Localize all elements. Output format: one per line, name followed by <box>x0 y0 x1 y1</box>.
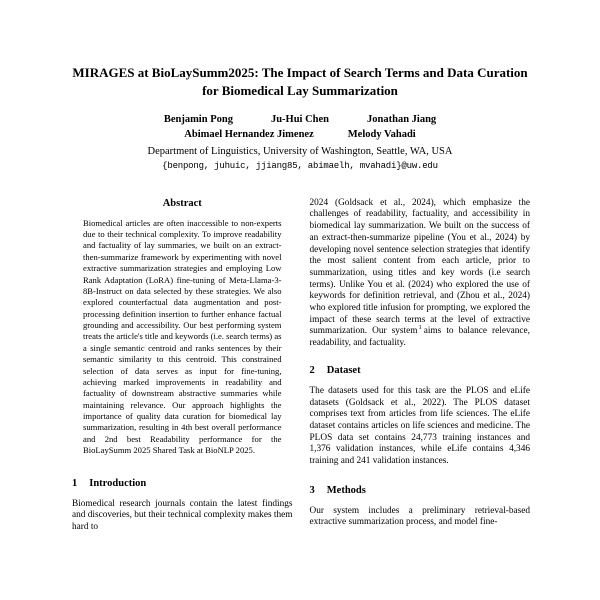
right-column <box>310 198 531 538</box>
author-name: Melody Vahadi <box>347 129 416 141</box>
author-row <box>0 127 600 142</box>
footnote-marker: 1 <box>418 324 422 332</box>
paper-title: MIRAGES at BioLaySumm2025: The Impact of Search Terms and Data Curation for Biomedical Lay Summarization <box>72 65 528 98</box>
section-title: Introduction <box>89 477 147 489</box>
paragraph-text: aims to balance relevance, readability, and factuality. <box>309 326 530 349</box>
section-heading-methods <box>310 485 531 496</box>
author-name: Ju-Hui Chen <box>270 114 330 126</box>
section-number: 3 <box>309 484 315 496</box>
section-title: Methods <box>326 484 366 496</box>
author-list <box>0 112 600 142</box>
affiliation: Department of Linguistics, University of Washington, Seattle, WA, USA <box>147 145 453 157</box>
abstract-heading: Abstract <box>162 197 202 209</box>
paragraph-text: 2024 (Goldsack et al., 2024), which emphasize the challenges of readability, factuality, and accessibility in biomedical lay summarization. We built on the success of an extract-then-summarize pipeline (You et al., 2024) by developing novel sentence selection strategies that identify the most salient content from each article, prior to summarization, using titles and key words (i.e search terms). Unlike You et al. (2024) who explored the use of keywords for definition retrieval, and (Zhou et al., 2024) who explored title infusion for prompting, we explored the impact of these search terms at the level of extractive summarization. Our system <box>309 197 530 337</box>
two-column-body <box>72 198 530 538</box>
dataset-paragraph: The datasets used for this task are the PLOS and eLife datasets (Goldsack et al., 2022). The PLOS dataset comprises text from articles from life sciences. The eLife dataset contains articles on life sciences and medicine. The PLOS data set contains 24,773 training instances and 1,376 validation instances, while eLife contains 4,346 training and 241 validation instances. <box>309 385 530 467</box>
author-name: Abimael Hernandez Jimenez <box>184 129 314 141</box>
author-row <box>0 112 600 127</box>
section-title: Dataset <box>326 364 361 376</box>
author-name: Benjamin Pong <box>163 114 233 126</box>
author-emails: {benpong, juhuic, jjiang85, abimaelh, mvahadi}@uw.edu <box>162 160 438 171</box>
section-number: 1 <box>72 477 78 489</box>
section-number: 2 <box>309 364 315 376</box>
author-name: Jonathan Jiang <box>367 114 437 126</box>
left-column <box>72 198 293 538</box>
continuation-paragraph <box>310 198 531 350</box>
section-heading-dataset <box>310 365 531 376</box>
introduction-paragraph: Biomedical research journals contain the latest findings and discoveries, but their technical complexity makes them hard to <box>72 498 293 532</box>
methods-paragraph: Our system includes a preliminary retrieval-based extractive summarization process, and model fine- <box>309 505 530 528</box>
abstract-text: Biomedical articles are often inaccessible to non-experts due to their technical complexity. To improve readability and factuality of lay summaries, we built on an extract-then-summarize framework by experimenting with novel extractive summarization strategies and employing Low Rank Adaptation (LoRA) fine-tuning of Meta-Llama-3-8B-Instruct on data selected by these strategies. We also explored counterfactual data augmentation and post-processing definition insertion to further enhance factual grounding and accessibility. Our best performing system treats the article's title and keywords (i.e. search terms) as a single semantic centroid and ranks sentences by their semantic similarity to this centroid. This constrained selection of data serves as input for fine-tuning, achieving marked improvements in readability and factuality of downstream abstractive summaries while maintaining relevance. Our approach highlights the importance of quality data curation for biomedical lay summarization, resulting in 4th best overall performance and 2nd best Readability performance for the BioLaySumm 2025 Shared Task at BioNLP 2025. <box>83 217 282 456</box>
section-heading-introduction <box>72 478 293 489</box>
